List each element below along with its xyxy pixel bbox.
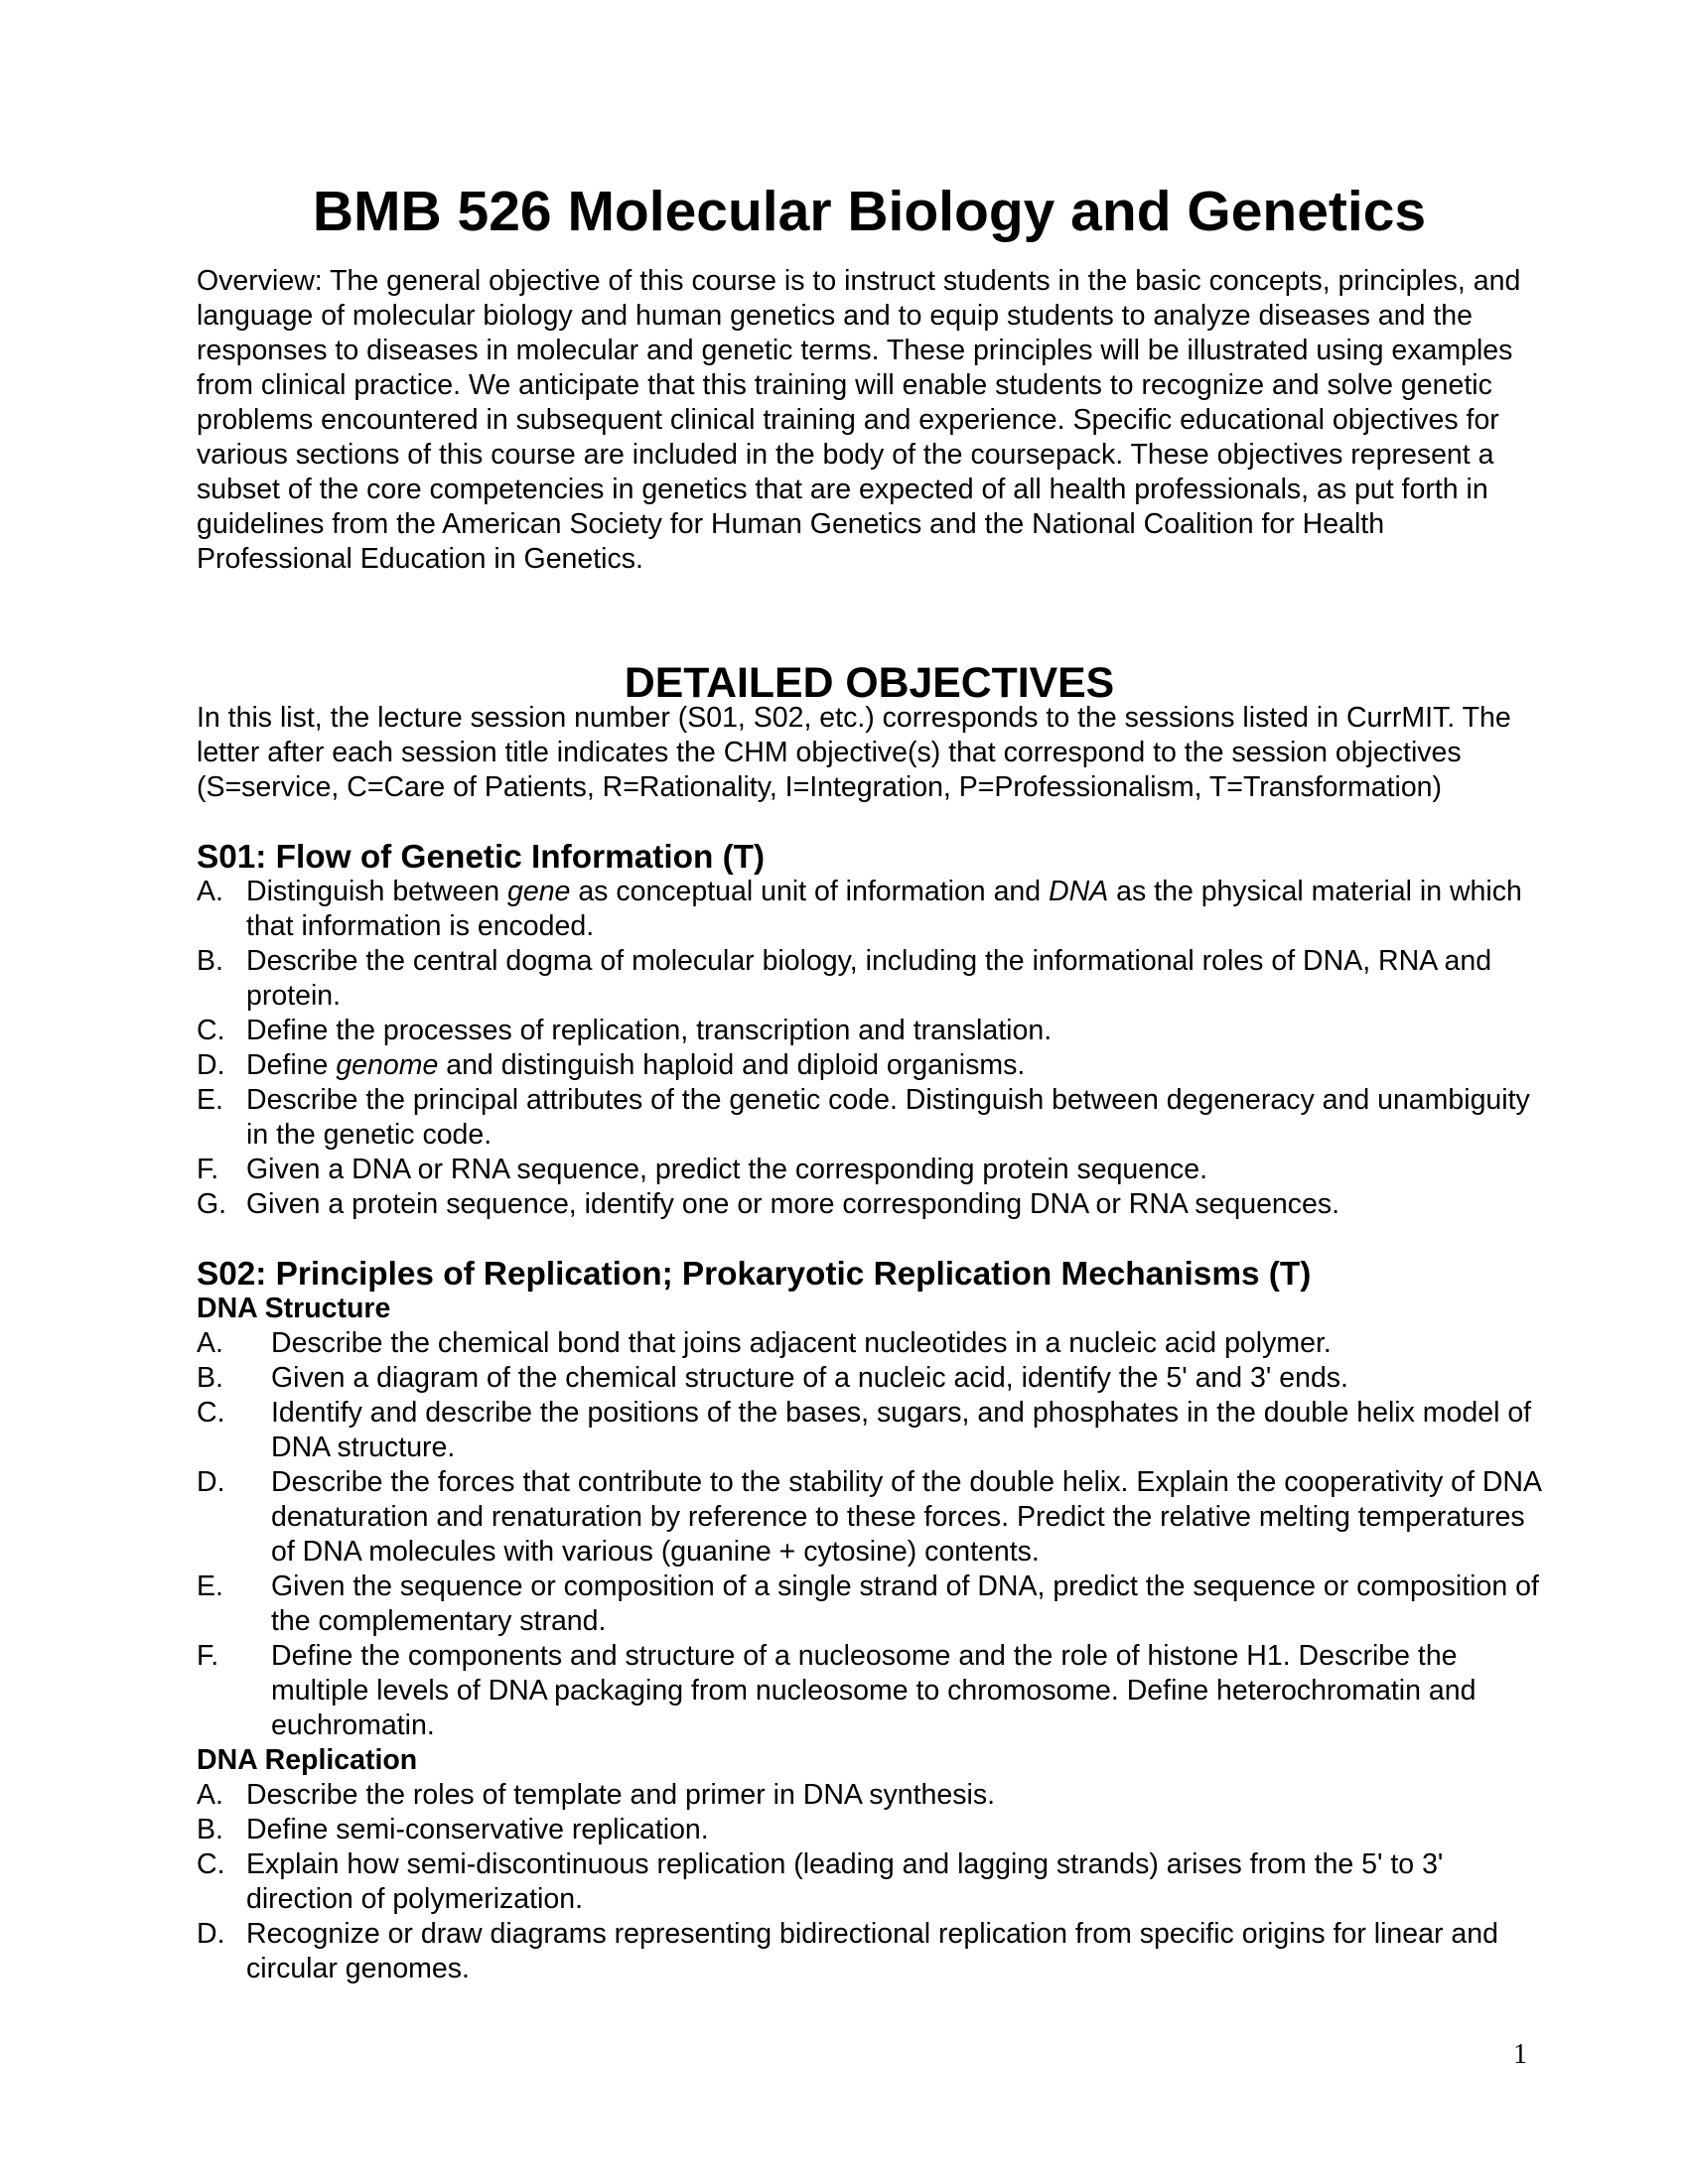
list-item [197, 1153, 1542, 1187]
list-item [197, 1570, 1542, 1639]
item-text: Define semi-conservative replication. [246, 1814, 709, 1845]
item-text: Describe the forces that contribute to the stability of the double helix. Explain the cooperativity of DNA denaturation and renaturation by reference to these forces. Predict the relative melting temperatures of DNA molecules with various (guanine + cytosine) contents. [271, 1466, 1541, 1568]
item-text: Given the sequence or composition of a single strand of DNA, predict the sequence or composition of the complementary strand. [271, 1570, 1539, 1637]
list-item [197, 944, 1542, 1014]
item-letter: C. [197, 1015, 225, 1046]
s01-objective-list [197, 875, 1542, 1222]
item-letter: A. [197, 876, 223, 907]
item-text-post: and distinguish haploid and diploid organisms. [438, 1049, 1026, 1081]
item-text: Describe the chemical bond that joins adjacent nucleotides in a nucleic acid polymer. [271, 1327, 1332, 1359]
item-letter: G. [197, 1188, 227, 1220]
document-page [197, 180, 1542, 1986]
objectives-heading: DETAILED OBJECTIVES [624, 659, 1115, 707]
subsection-title-dna-replication: DNA Replication [197, 1744, 418, 1776]
item-letter: F. [197, 1640, 219, 1672]
item-text: Recognize or draw diagrams representing bidirectional replication from specific origins for linear and circular genomes. [246, 1918, 1498, 1984]
item-letter: D. [197, 1466, 225, 1498]
list-item [197, 1396, 1542, 1465]
list-item [197, 1187, 1542, 1222]
item-text: Explain how semi-discontinuous replication (leading and lagging strands) arises from the 5' to 3' direction of polymerization. [246, 1848, 1444, 1915]
list-item [197, 1465, 1542, 1570]
list-item [197, 875, 1542, 944]
item-text: Describe the principal attributes of the genetic code. Distinguish between degeneracy and unambiguity in the genetic code. [246, 1084, 1530, 1151]
dna-replication-objective-list [197, 1778, 1542, 1986]
page-number: 1 [1513, 2039, 1527, 2070]
item-text-mid: as conceptual unit of information and [570, 876, 1050, 907]
item-text-pre: Distinguish between [246, 876, 507, 907]
overview-paragraph: Overview: The general objective of this course is to instruct students in the basic concepts, principles, and language of molecular biology and human genetics and to equip students to analyze diseases and the responses to diseases in molecular and genetic terms. These principles will be illustrated using examples from clinical practice. We anticipate that this training will enable students to recognize and solve genetic problems encountered in subsequent clinical training and experience. Specific educational objectives for various sections of this course are included in the body of the coursepack. These objectives represent a subset of the core competencies in genetics that are expected of all health professionals, as put forth in guidelines from the American Society for Human Genetics and the National Coalition for Health Professional Education in Genetics. [197, 265, 1521, 575]
dna-structure-objective-list [197, 1326, 1542, 1743]
term-gene: gene [507, 876, 571, 907]
list-item [197, 1361, 1542, 1396]
item-letter: C. [197, 1848, 225, 1880]
page-title: BMB 526 Molecular Biology and Genetics [312, 180, 1427, 243]
item-text: Given a DNA or RNA sequence, predict the corresponding protein sequence. [246, 1154, 1207, 1185]
objectives-intro: In this list, the lecture session number (S01, S02, etc.) corresponds to the sessions listed in CurrMIT. The letter after each session title indicates the CHM objective(s) that correspond to the session objectives (S=service, C=Care of Patients, R=Rationality, I=Integration, P=Professionalism, T=Transformation) [197, 702, 1511, 803]
term-genome: genome [336, 1049, 439, 1081]
item-text: Given a diagram of the chemical structure of a nucleic acid, identify the 5' and 3' ends. [271, 1362, 1348, 1394]
item-text-post: as the physical material in which that information is encoded. [246, 876, 1522, 942]
section-title-s02: S02: Principles of Replication; Prokaryotic Replication Mechanisms (T) [197, 1256, 1312, 1293]
item-letter: D. [197, 1918, 225, 1950]
item-text: Define the processes of replication, transcription and translation. [246, 1015, 1053, 1046]
list-item [197, 1326, 1542, 1361]
item-letter: E. [197, 1084, 223, 1116]
list-item [197, 1847, 1542, 1917]
item-letter: D. [197, 1049, 225, 1081]
item-text: Given a protein sequence, identify one or more corresponding DNA or RNA sequences. [246, 1188, 1340, 1220]
list-item [197, 1014, 1542, 1048]
item-text: Identify and describe the positions of the bases, sugars, and phosphates in the double helix model of DNA structure. [271, 1397, 1532, 1463]
item-text: Describe the roles of template and primer in DNA synthesis. [246, 1779, 995, 1811]
item-text: Define the components and structure of a nucleosome and the role of histone H1. Describe the multiple levels of DNA packaging from nucleosome to chromosome. Define heterochromatin and euchromatin. [271, 1640, 1477, 1741]
item-letter: F. [197, 1154, 219, 1185]
item-text-pre: Define [246, 1049, 337, 1081]
item-letter: E. [197, 1570, 223, 1602]
section-title-s01: S01: Flow of Genetic Information (T) [197, 839, 766, 876]
list-item [197, 1639, 1542, 1743]
subsection-title-dna-structure: DNA Structure [197, 1293, 391, 1324]
item-letter: B. [197, 1814, 223, 1845]
list-item [197, 1048, 1542, 1083]
item-letter: A. [197, 1327, 223, 1359]
item-text: Describe the central dogma of molecular biology, including the informational roles of DNA, RNA and protein. [246, 945, 1492, 1012]
list-item [197, 1813, 1542, 1847]
list-item [197, 1778, 1542, 1813]
item-letter: C. [197, 1397, 225, 1429]
list-item [197, 1083, 1542, 1153]
item-letter: A. [197, 1779, 223, 1811]
item-letter: B. [197, 945, 223, 977]
item-letter: B. [197, 1362, 223, 1394]
list-item [197, 1917, 1542, 1986]
term-dna: DNA [1049, 876, 1109, 907]
